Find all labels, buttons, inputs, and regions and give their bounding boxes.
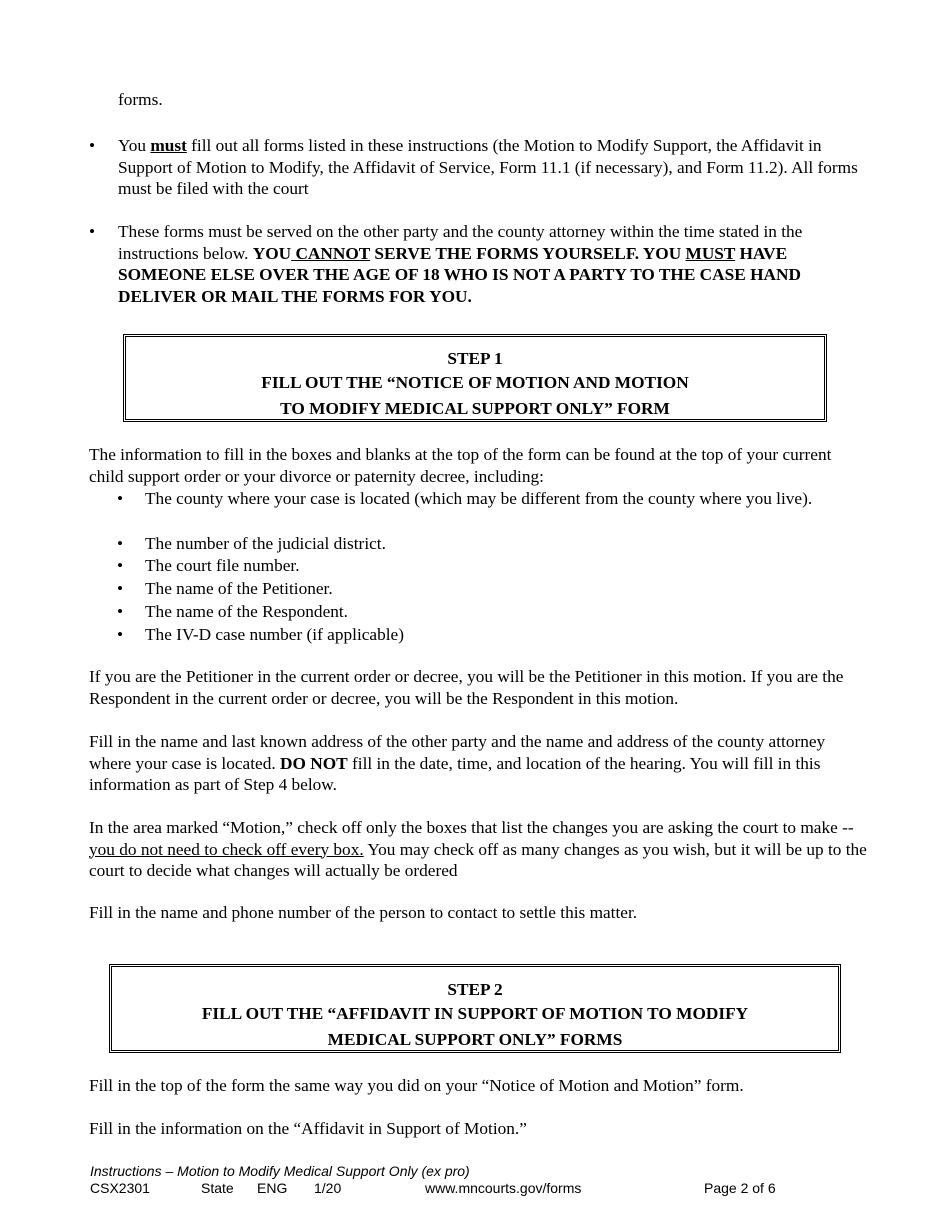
bullet-icon: • xyxy=(117,579,124,598)
continuation-text: forms. xyxy=(118,90,163,109)
bullet-item-must-fill xyxy=(89,135,869,200)
step2-title-line2: MEDICAL SUPPORT ONLY” FORMS xyxy=(327,1030,623,1049)
step2-box xyxy=(109,964,841,1053)
info-list-item: • The name of the Respondent. xyxy=(117,602,348,621)
step1-box xyxy=(123,334,827,422)
bullet-text: You must fill out all forms listed in these instructions (the Motion to Modify Support, the Affidavit in Support of Motion to Modify, the Affidavit of Service, Form 11.1 (if necessary), and Form 11.2). All forms must be filed with the court xyxy=(118,136,858,198)
step1-title-line2: TO MODIFY MEDICAL SUPPORT ONLY” FORM xyxy=(280,399,670,418)
footer-revision-date: 1/20 xyxy=(314,1180,342,1196)
info-paragraph: The information to fill in the boxes and blanks at the top of the form can be found at the top of your current child support order or your divorce or paternity decree, including: xyxy=(89,445,832,486)
top-of-form-paragraph: Fill in the top of the form the same way you did on your “Notice of Motion and Motion” form. xyxy=(89,1076,744,1095)
info-list-item: • The name of the Petitioner. xyxy=(117,579,333,598)
info-list-item: • The IV-D case number (if applicable) xyxy=(117,625,404,644)
step1-label: STEP 1 xyxy=(447,349,503,368)
footer-url: www.mncourts.gov/forms xyxy=(425,1180,582,1196)
info-list-item: • The number of the judicial district. xyxy=(117,534,386,553)
step1-title-line1: FILL OUT THE “NOTICE OF MOTION AND MOTION xyxy=(261,373,689,392)
bullet-icon: • xyxy=(117,602,124,621)
bullet-item-serve-forms xyxy=(89,221,869,307)
info-list-item: • The county where your case is located (which may be different from the county where you live). xyxy=(117,489,813,508)
info-list-item: • The court file number. xyxy=(117,556,300,575)
bullet-icon: • xyxy=(89,222,96,241)
fill-address-paragraph: Fill in the name and last known address of the other party and the name and address of the county attorney where your case is located. DO NOT fill in the date, time, and location of the hearing. You will fill in this information as part of Step 4 below. xyxy=(89,732,826,794)
bullet-icon: • xyxy=(117,625,124,644)
affidavit-paragraph: Fill in the information on the “Affidavit in Support of Motion.” xyxy=(89,1119,527,1138)
bullet-icon: • xyxy=(117,556,124,575)
footer-title: Instructions – Motion to Modify Medical Support Only (ex pro) xyxy=(90,1163,470,1179)
bullet-icon: • xyxy=(89,136,96,155)
contact-paragraph: Fill in the name and phone number of the person to contact to settle this matter. xyxy=(89,903,638,922)
petitioner-paragraph: If you are the Petitioner in the current order or decree, you will be the Petitioner in this motion. If you are the Respondent in the current order or decree, you will be the Respondent in this motion. xyxy=(89,667,844,708)
footer-page-number: Page 2 of 6 xyxy=(704,1180,776,1196)
bullet-icon: • xyxy=(117,489,124,508)
step2-title-line1: FILL OUT THE “AFFIDAVIT IN SUPPORT OF MOTION TO MODIFY xyxy=(201,1004,749,1023)
footer-scope: State xyxy=(201,1180,234,1196)
step2-label: STEP 2 xyxy=(447,980,503,999)
footer-language: ENG xyxy=(257,1180,288,1196)
bullet-text: These forms must be served on the other party and the county attorney within the time stated in the instructions below. YOU CANNOT SERVE THE FORMS YOURSELF. YOU MUST HAVE SOMEONE ELSE OVER THE AGE OF 18 WHO IS NOT A PARTY TO THE CASE HAND DELIVER OR MAIL THE FORMS FOR YOU. xyxy=(118,222,803,306)
footer-form-code: CSX2301 xyxy=(90,1180,150,1196)
motion-paragraph: In the area marked “Motion,” check off only the boxes that list the changes you are asking the court to make -- you do not need to check off every box. You may check off as many changes as you wish, but it will be up to the court to decide what changes will actually be ordered xyxy=(89,818,867,880)
bullet-icon: • xyxy=(117,534,124,553)
footer-row xyxy=(0,1180,950,1198)
